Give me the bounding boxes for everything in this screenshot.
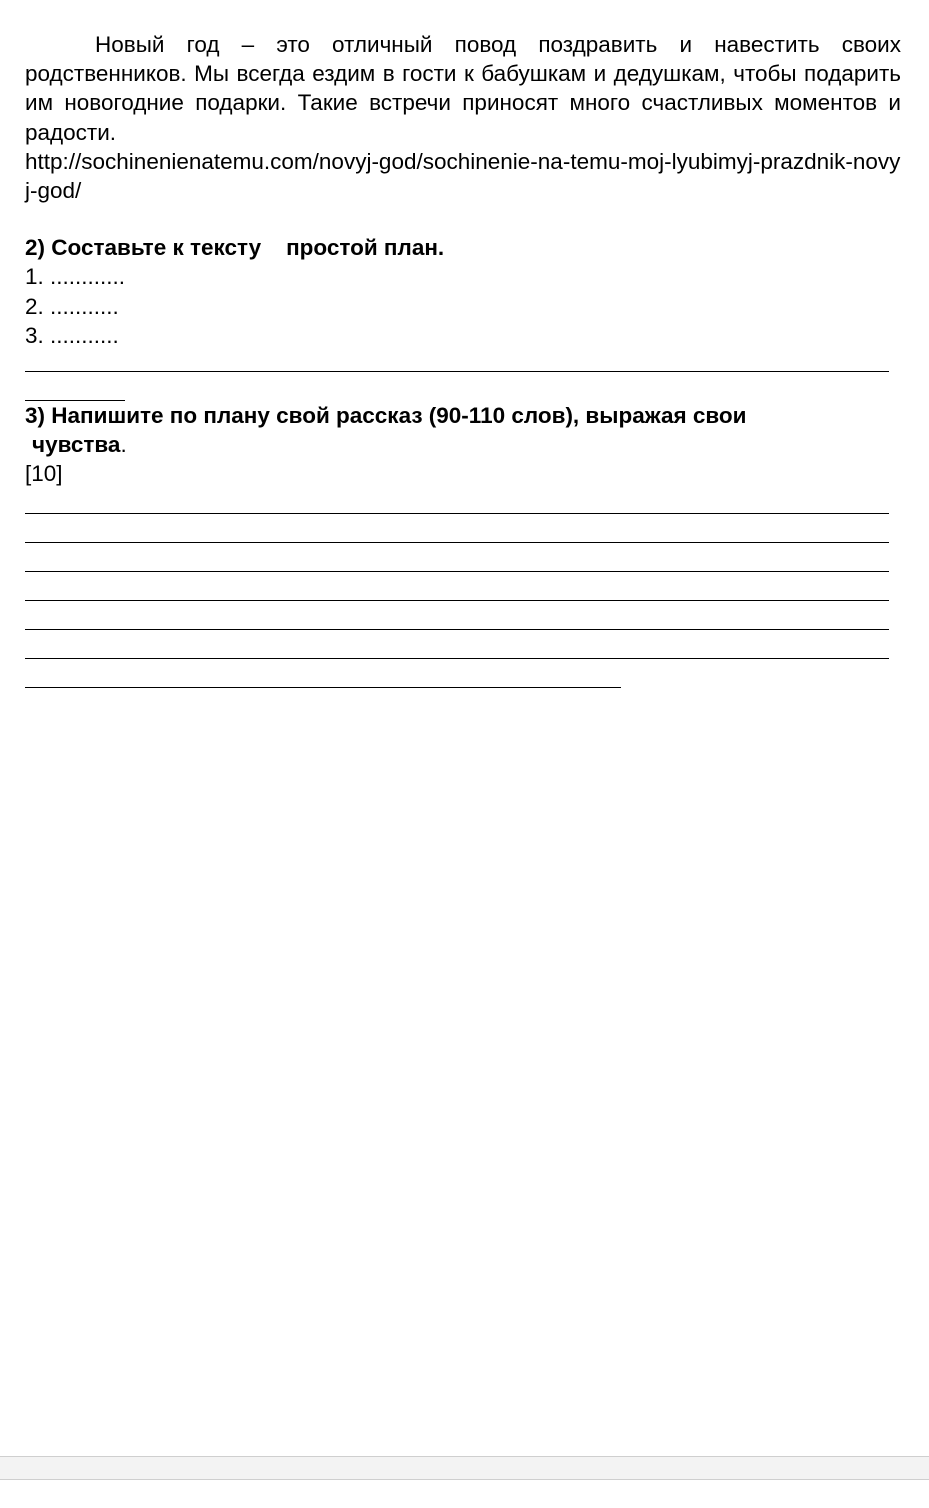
- spacer: [25, 350, 901, 371]
- task2-title: 2) Составьте к тексту простой план.: [25, 235, 445, 261]
- spacer: [25, 659, 901, 687]
- task3-title-period: .: [120, 432, 127, 458]
- intro-paragraph: Новый год – это отличный повод поздравить и навестить своих родственников. Мы всегда ездим в гости к бабушкам и дедушкам, чтобы подарить им новогодние подарки. Такие встречи приносят много счастливых моментов и радости.: [25, 32, 901, 145]
- spacer: [25, 205, 901, 233]
- spacer: [25, 514, 901, 542]
- source-url: http://sochinenienatemu.com/novyj-god/sochinenie-na-temu-moj-lyubimyj-prazdnik-novyj-god/: [25, 148, 901, 204]
- task3-points: [10]: [25, 461, 63, 487]
- spacer: [25, 572, 901, 600]
- spacer: [25, 630, 901, 658]
- document-page: [25, 30, 901, 688]
- plan-item-1: 1. ............: [25, 264, 126, 290]
- spacer: [25, 372, 901, 400]
- spacer: [25, 601, 901, 629]
- bottom-scrollbar[interactable]: [0, 1456, 929, 1480]
- spacer: [25, 543, 901, 571]
- plan-item-3: 3. ...........: [25, 322, 119, 348]
- task3-title-word: чувства: [32, 432, 121, 458]
- spacer: [25, 489, 901, 513]
- task3-title-continuation: [25, 430, 901, 459]
- answer-line-last[interactable]: [25, 687, 621, 688]
- task3-title: [25, 401, 901, 459]
- task3-title-main: 3) Напишите по плану свой рассказ (90-110 слов), выражая свои: [25, 403, 747, 429]
- plan-item-2: 2. ...........: [25, 293, 119, 319]
